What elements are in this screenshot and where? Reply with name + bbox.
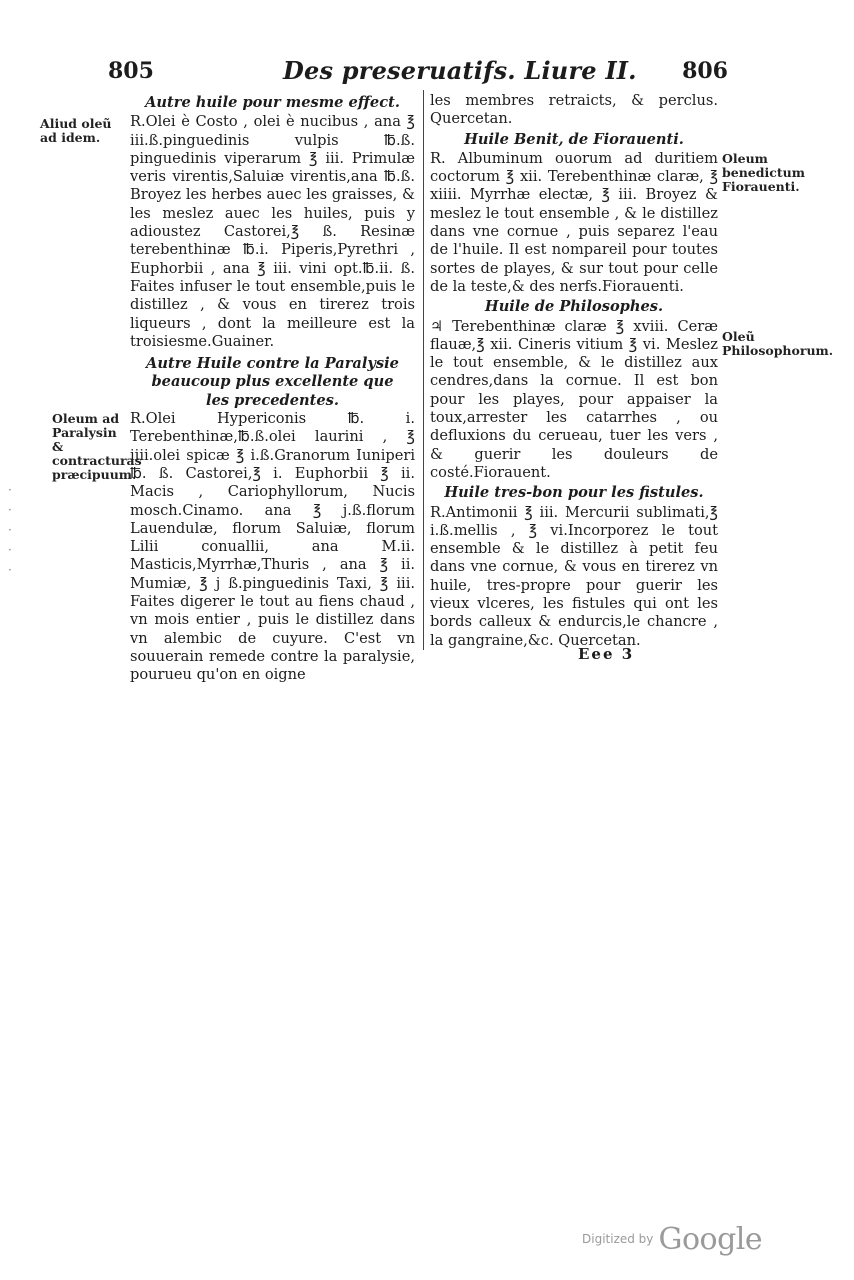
section-heading-line: Autre Huile contre la Paralysie <box>146 355 399 373</box>
signature-mark: Eee 3 <box>578 645 635 663</box>
margin-note: Oleum ad Paralysin & contracturas præcipuum. <box>52 411 142 482</box>
left-column <box>130 92 415 685</box>
section-heading: Huile tres-bon pour les fistules. <box>444 484 704 502</box>
section-heading-line: les precedentes. <box>206 391 339 409</box>
margin-note: Oleum benedictum Fiorauenti. <box>722 151 805 194</box>
recipe-paragraph: R.Olei è Costo , olei è nucibus , ana ℥ iii.ß.pinguedinis vulpis ℔.ß. pinguedinis viperarum ℥ iii. Primulæ veris virentis,Saluiæ virentis,ana ℔.ß. Broyez les herbes auec les graisses, & les meslez auec les huiles, puis y adioustez Castorei,℥ ß. Resinæ terebenthinæ ℔.i. Piperis,Pyrethri , Euphorbii , ana ℥ iii. vini opt.℔.ii. ß. Faites infuser le tout ensemble,puis le distillez , & vous en tirerez trois liqueurs , dont la meilleure est la troisiesme.Guainer. <box>130 113 415 350</box>
recipe-paragraph: R. Albuminum ouorum ad duritiem coctorum ℥ xii. Terebenthinæ claræ, ℥ xiiii. Myrrhæ electæ, ℥ iii. Broyez & meslez le tout ensemble , & le distillez dans vne cornue , puis separez l'eau de l'huile. Il est nompareil pour toutes sortes de playes, & sur tout pour celle de la teste,& des nerfs.Fiorauenti. <box>430 149 718 295</box>
recipe-paragraph: R.Antimonii ℥ iii. Mercurii sublimati,℥ i.ß.mellis , ℥ vi.Incorporez le tout ensemble & le distillez à petit feu dans vne cornue, & vous en tirerez vn huile, tres-propre pour guerir les vieux vlceres, les fistules qui ont les bords calleux & endurcis,le chancre , la gangraine,&c. Quercetan. <box>430 503 718 649</box>
column-divider <box>423 90 424 650</box>
margin-note: Aliud oleũ ad idem. <box>40 116 112 145</box>
page-number-left: 805 <box>108 58 154 84</box>
section-heading: Huile de Philosophes. <box>484 298 664 316</box>
digitized-label: Digitized by <box>582 1232 654 1246</box>
margin-note: Oleũ Philosophorum. <box>722 329 834 358</box>
section-heading-line: beaucoup plus excellente que <box>151 373 394 391</box>
right-column <box>430 92 718 650</box>
google-logo: Google <box>658 1222 763 1257</box>
digitization-watermark <box>582 1222 762 1257</box>
continued-paragraph: les membres retraicts, & perclus. Quercetan. <box>430 92 718 128</box>
page-number-right: 806 <box>682 58 728 84</box>
scan-speckles: · · · · · <box>8 483 12 577</box>
recipe-paragraph: R.Olei Hypericonis ℔. i. Terebenthinæ,℔.ß.olei laurini , ℥ iiii.olei spicæ ℥ i.ß.Granorum Iuniperi ℔. ß. Castorei,℥ i. Euphorbii ℥ ii. Macis , Cariophyllorum, Nucis mosch.Cinamo. ana ℥ j.ß.florum Lauendulæ, florum Saluiæ, florum Lilii conuallii, ana M.ii. Masticis,Myrrhæ,Thuris , ana ℥ ii. Mumiæ, ℥ j ß.pinguedinis Taxi, ℥ iii. Faites digerer le tout au fiens chaud , vn mois entier , puis le distillez dans vn alembic de cuyure. C'est vn souuerain remede contre la paralysie, pourueu qu'on en oigne <box>130 410 415 684</box>
running-title: Des preseruatifs. Liure II. <box>283 56 637 85</box>
page-header <box>108 56 728 88</box>
section-heading: Huile Benit, de Fiorauenti. <box>464 130 684 148</box>
recipe-paragraph: ♃ Terebenthinæ claræ ℥ xviii. Ceræ flauæ,℥ xii. Cineris vitium ℥ vi. Meslez le tout ensemble, & le distillez aux cendres,dans la cornue. Il est bon pour les playes, pour appaiser la toux,arrester les catarrhes , ou defluxions du cerueau, tuer les vers , & guerir les douleurs de costé.Fiorauent. <box>430 317 718 481</box>
section-heading: Autre huile pour mesme effect. <box>145 94 400 111</box>
